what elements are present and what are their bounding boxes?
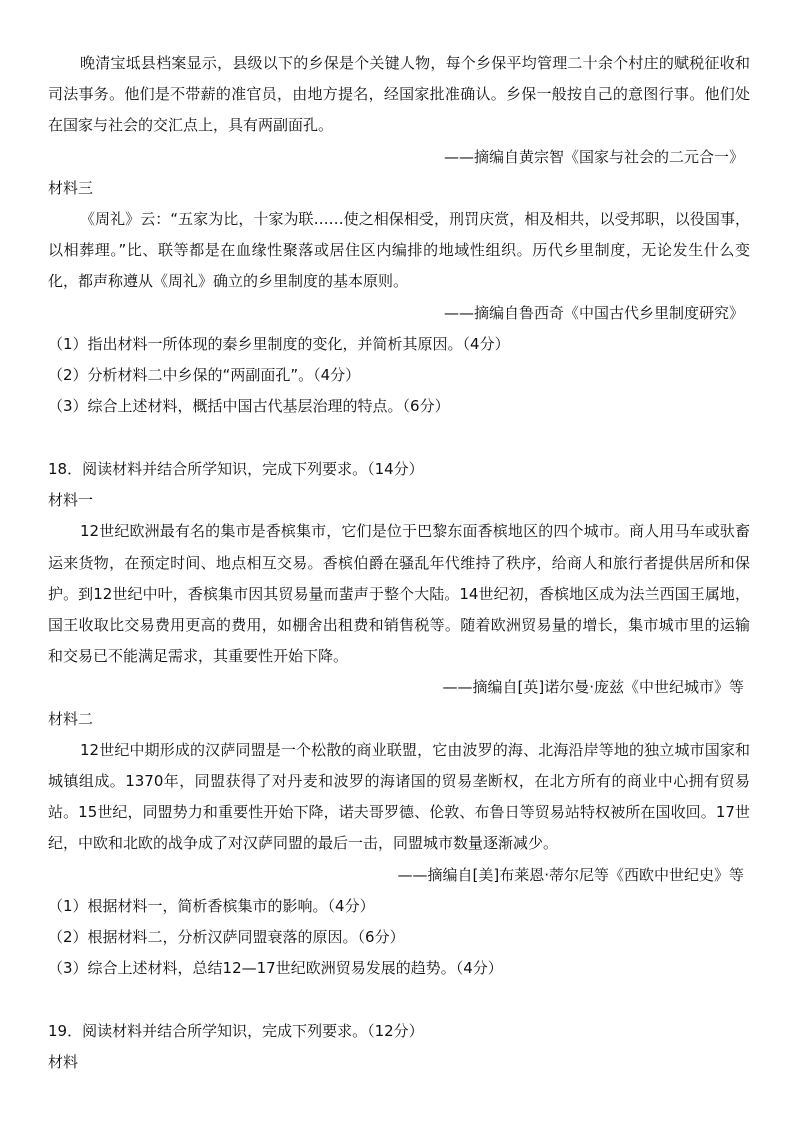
section-18 bbox=[48, 454, 750, 984]
section-18-material-1-source: ——摘编自[英]诺尔曼·庞兹《中世纪城市》等 bbox=[442, 678, 744, 697]
section-18-material-2-source: ——摘编自[美]布莱恩·蒂尔尼等《西欧中世纪史》等 bbox=[397, 865, 744, 884]
material-2-source: ——摘编自黄宗智《国家与社会的二元合一》 bbox=[443, 147, 744, 166]
question-18-2: （2）根据材料二，分析汉萨同盟衰落的原因。（6分） bbox=[48, 928, 405, 947]
question-17-1: （1）指出材料一所体现的秦乡里制度的变化，并简析其原因。（4分） bbox=[48, 334, 510, 353]
question-17-2: （2）分析材料二中乡保的“两副面孔”。（4分） bbox=[48, 366, 361, 385]
material-3-label: 材料三 bbox=[48, 178, 94, 197]
question-18-3: （3）综合上述材料，总结12—17世纪欧洲贸易发展的趋势。（4分） bbox=[48, 959, 503, 978]
section-17-continuation bbox=[48, 48, 750, 422]
section-18-material-1-paragraph: 12世纪欧洲最有名的集市是香槟集市，它们是位于巴黎东面香槟地区的四个城市。商人用马车或驮畜运来货物，在预定时间、地点相互交易。香槟伯爵在骚乱年代维持了秩序，给商人和旅行者提供居所和保护。到12世纪中叶，香槟集市因其贸易量而蜚声于整个大陆。14世纪初，香槟地区成为法兰西国王属地，国王收取比交易费用更高的费用，如棚舍出租费和销售税等。随着欧洲贸易量的增长，集市城市里的运输和交易已不能满足需求，其重要性开始下降。 bbox=[48, 522, 750, 666]
material-2-paragraph: 晚清宝坻县档案显示，县级以下的乡保是个关键人物，每个乡保平均管理二十余个村庄的赋税征收和司法事务。他们是不带薪的准官员，由地方提名，经国家批准确认。乡保一般按自己的意图行事。他们处在国家与社会的交汇点上，具有两副面孔。 bbox=[48, 54, 750, 135]
section-18-material-2-paragraph: 12世纪中期形成的汉萨同盟是一个松散的商业联盟，它由波罗的海、北海沿岸等地的独立城市国家和城镇组成。1370年，同盟获得了对丹麦和波罗的海诸国的贸易垄断权，在北方所有的商业中心拥有贸易站。15世纪，同盟势力和重要性开始下降，诺夫哥罗德、伦敦、布鲁日等贸易站特权被所在国收回。17世纪，中欧和北欧的战争成了对汉萨同盟的最后一击，同盟城市数量逐渐减少。 bbox=[48, 740, 750, 853]
section-18-material-2-label: 材料二 bbox=[48, 709, 94, 728]
question-18-heading: 18．阅读材料并结合所学知识，完成下列要求。（14分） bbox=[48, 460, 424, 478]
section-19-material-label: 材料 bbox=[48, 1053, 79, 1072]
material-3-paragraph: 《周礼》云：“五家为比，十家为联……使之相保相受，刑罚庆赏，相及相共，以受邦职，以役国事，以相葬理。”比、联等都是在血缘性聚落或居住区内编排的地域性组织。历代乡里制度，无论发生什么变化，都声称遵从《周礼》确立的乡里制度的基本原则。 bbox=[48, 210, 750, 291]
question-19-heading: 19．阅读材料并结合所学知识，完成下列要求。（12分） bbox=[48, 1022, 424, 1040]
question-17-3: （3）综合上述材料，概括中国古代基层治理的特点。（6分） bbox=[48, 397, 450, 416]
question-18-1: （1）根据材料一，简析香槟集市的影响。（4分） bbox=[48, 896, 375, 915]
section-19 bbox=[48, 1016, 750, 1078]
material-3-source: ——摘编自鲁西奇《中国古代乡里制度研究》 bbox=[443, 303, 744, 322]
section-18-material-1-label: 材料一 bbox=[48, 491, 94, 510]
